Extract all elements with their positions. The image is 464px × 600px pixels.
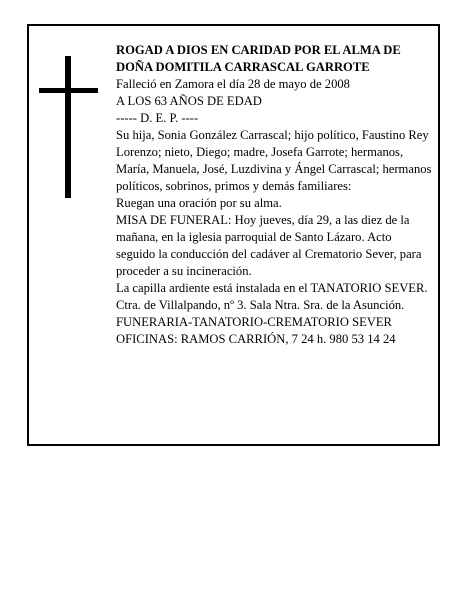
obituary-text xyxy=(116,42,432,348)
obituary-notice xyxy=(27,24,440,446)
deceased-name: DOÑA DOMITILA CARRASCAL GARROTE xyxy=(116,60,370,74)
cross-vertical-bar xyxy=(65,56,71,198)
obituary-heading: ROGAD A DIOS EN CARIDAD POR EL ALMA DE xyxy=(116,43,401,57)
cross-icon xyxy=(39,56,99,198)
death-info: Falleció en Zamora el día 28 de mayo de 2008 xyxy=(116,77,350,91)
office-contact: OFICINAS: RAMOS CARRIÓN, 7 24 h. 980 53 14 24 xyxy=(116,332,396,346)
chapel-info: La capilla ardiente está instalada en el TANATORIO SEVER. Ctra. de Villalpando, nº 3. Sala Ntra. Sra. de la Asunción. xyxy=(116,281,428,312)
cross-horizontal-bar xyxy=(39,88,98,93)
family-list: Su hija, Sonia González Carrascal; hijo político, Faustino Rey Lorenzo; nieto, Diego; madre, Josefa Garrote; hermanos, María, Manuela, José, Luzdivina y Ángel Carrascal; hermanos políticos, sobrinos, primos y demás familiares: xyxy=(116,128,432,193)
rest-in-peace-line: ----- D. E. P. ---- xyxy=(116,111,199,125)
prayer-request: Ruegan una oración por su alma. xyxy=(116,196,282,210)
funeral-mass-info: MISA DE FUNERAL: Hoy jueves, día 29, a las diez de la mañana, en la iglesia parroquial de Santo Lázaro. Acto seguido la conducción del cadáver al Crematorio Sever, para proceder a su incineración. xyxy=(116,213,422,278)
age-at-death: A LOS 63 AÑOS DE EDAD xyxy=(116,94,262,108)
funeral-home-name: FUNERARIA-TANATORIO-CREMATORIO SEVER xyxy=(116,315,392,329)
